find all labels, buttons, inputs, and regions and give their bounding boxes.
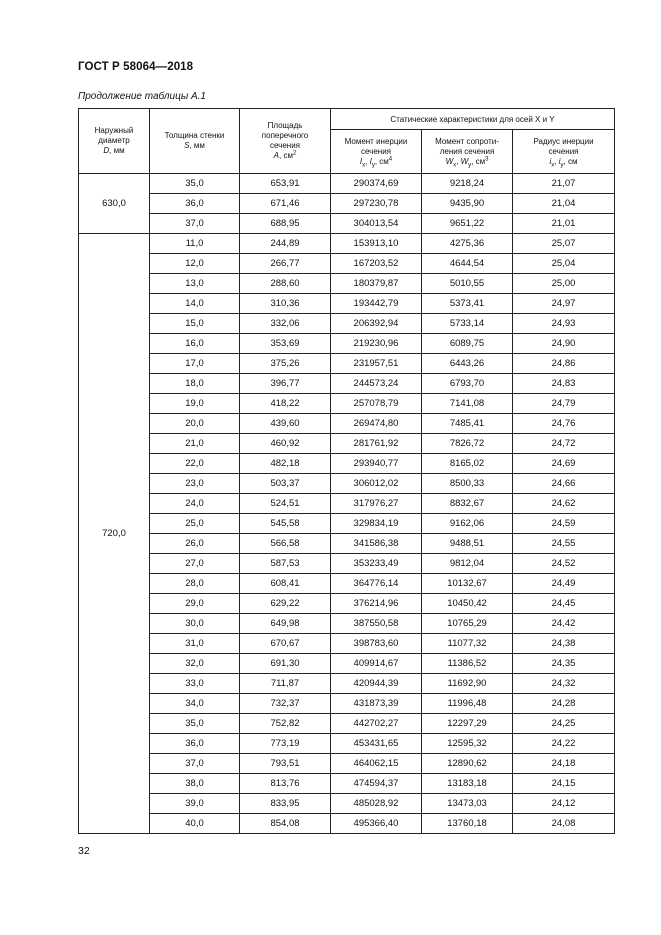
resistance-cell: 12890,62 [422, 754, 513, 774]
thickness-cell: 37,0 [150, 214, 240, 234]
area-cell: 653,91 [240, 174, 331, 194]
header-diameter [79, 109, 150, 174]
header-thickness-line1: Толщина стенки [164, 131, 225, 140]
table-row [79, 354, 615, 374]
thickness-cell: 23,0 [150, 474, 240, 494]
area-cell: 671,46 [240, 194, 331, 214]
resistance-cell: 9435,90 [422, 194, 513, 214]
thickness-cell: 11,0 [150, 234, 240, 254]
table-row [79, 734, 615, 754]
thickness-cell: 12,0 [150, 254, 240, 274]
table-row [79, 194, 615, 214]
diameter-cell: 630,0 [79, 174, 150, 234]
inertia-cell: 442702,27 [331, 714, 422, 734]
page-number: 32 [78, 845, 90, 857]
header-thickness-symbol: S [184, 141, 190, 150]
radius-cell: 24,66 [513, 474, 615, 494]
thickness-cell: 34,0 [150, 694, 240, 714]
resistance-cell: 5733,14 [422, 314, 513, 334]
inertia-cell: 409914,67 [331, 654, 422, 674]
resistance-cell: 9218,24 [422, 174, 513, 194]
thickness-cell: 24,0 [150, 494, 240, 514]
radius-cell: 24,18 [513, 754, 615, 774]
area-cell: 482,18 [240, 454, 331, 474]
resistance-cell: 11996,48 [422, 694, 513, 714]
thickness-cell: 29,0 [150, 594, 240, 614]
radius-cell: 25,07 [513, 234, 615, 254]
radius-cell: 24,22 [513, 734, 615, 754]
header-radius-sym2: i [558, 156, 561, 166]
radius-cell: 24,35 [513, 654, 615, 674]
header-radius-sym1: i [549, 156, 552, 166]
radius-cell: 24,55 [513, 534, 615, 554]
header-resistance-sym2: W [460, 156, 469, 166]
radius-cell: 25,00 [513, 274, 615, 294]
radius-cell: 24,97 [513, 294, 615, 314]
table-caption: Продолжение таблицы А.1 [78, 91, 206, 102]
thickness-cell: 27,0 [150, 554, 240, 574]
header-resistance-sub1: x [453, 162, 457, 169]
header-inertia-line1: Момент инерции [344, 136, 408, 146]
inertia-cell: 257078,79 [331, 394, 422, 414]
table-row [79, 454, 615, 474]
radius-cell: 24,59 [513, 514, 615, 534]
standard-code: ГОСТ Р 58064—2018 [78, 61, 194, 73]
inertia-cell: 269474,80 [331, 414, 422, 434]
header-area-symbol: A [273, 151, 280, 160]
header-radius [513, 130, 615, 174]
header-radius-unit: , см [563, 156, 578, 166]
table-row [79, 214, 615, 234]
table-group-720 [79, 234, 615, 834]
header-thickness-unit: , мм [189, 141, 205, 150]
header-area-line2: поперечного [261, 131, 309, 140]
table-row [79, 554, 615, 574]
radius-cell: 24,52 [513, 554, 615, 574]
resistance-cell: 8165,02 [422, 454, 513, 474]
header-area-line3: сечения [269, 141, 301, 150]
area-cell: 813,76 [240, 774, 331, 794]
table-row [79, 794, 615, 814]
inertia-cell: 353233,49 [331, 554, 422, 574]
area-cell: 691,30 [240, 654, 331, 674]
inertia-cell: 495366,40 [331, 814, 422, 834]
inertia-cell: 464062,15 [331, 754, 422, 774]
inertia-cell: 219230,96 [331, 334, 422, 354]
resistance-cell: 7826,72 [422, 434, 513, 454]
radius-cell: 21,07 [513, 174, 615, 194]
resistance-cell: 9651,22 [422, 214, 513, 234]
area-cell: 439,60 [240, 414, 331, 434]
resistance-cell: 4644,54 [422, 254, 513, 274]
table-row [79, 774, 615, 794]
area-cell: 460,92 [240, 434, 331, 454]
table-row [79, 534, 615, 554]
resistance-cell: 13760,18 [422, 814, 513, 834]
table-row [79, 414, 615, 434]
resistance-cell: 5373,41 [422, 294, 513, 314]
thickness-cell: 28,0 [150, 574, 240, 594]
inertia-cell: 293940,77 [331, 454, 422, 474]
inertia-cell: 420944,39 [331, 674, 422, 694]
inertia-cell: 167203,52 [331, 254, 422, 274]
header-inertia-line2: сечения [360, 146, 392, 156]
thickness-cell: 32,0 [150, 654, 240, 674]
table-group-630 [79, 174, 615, 234]
inertia-cell: 364776,14 [331, 574, 422, 594]
radius-cell: 24,08 [513, 814, 615, 834]
thickness-cell: 26,0 [150, 534, 240, 554]
area-cell: 375,26 [240, 354, 331, 374]
thickness-cell: 33,0 [150, 674, 240, 694]
table-row [79, 514, 615, 534]
area-cell: 670,67 [240, 634, 331, 654]
resistance-cell: 4275,36 [422, 234, 513, 254]
resistance-cell: 13183,18 [422, 774, 513, 794]
table-row [79, 634, 615, 654]
table-row [79, 614, 615, 634]
thickness-cell: 25,0 [150, 514, 240, 534]
table-row [79, 334, 615, 354]
resistance-cell: 11077,32 [422, 634, 513, 654]
radius-cell: 24,45 [513, 594, 615, 614]
area-cell: 503,37 [240, 474, 331, 494]
resistance-cell: 6089,75 [422, 334, 513, 354]
resistance-cell: 11692,90 [422, 674, 513, 694]
header-diameter-line1: Наружный [94, 126, 134, 135]
inertia-cell: 180379,87 [331, 274, 422, 294]
table-row [79, 434, 615, 454]
header-inertia-unit: , см [374, 156, 389, 166]
inertia-cell: 297230,78 [331, 194, 422, 214]
thickness-cell: 13,0 [150, 274, 240, 294]
radius-cell: 21,04 [513, 194, 615, 214]
area-cell: 396,77 [240, 374, 331, 394]
area-cell: 353,69 [240, 334, 331, 354]
table-row [79, 694, 615, 714]
inertia-cell: 281761,92 [331, 434, 422, 454]
table-row [79, 474, 615, 494]
resistance-cell: 6793,70 [422, 374, 513, 394]
resistance-cell: 11386,52 [422, 654, 513, 674]
area-cell: 587,53 [240, 554, 331, 574]
radius-cell: 24,15 [513, 774, 615, 794]
area-cell: 854,08 [240, 814, 331, 834]
table-row [79, 174, 615, 194]
radius-cell: 24,93 [513, 314, 615, 334]
area-cell: 524,51 [240, 494, 331, 514]
resistance-cell: 10132,67 [422, 574, 513, 594]
thickness-cell: 40,0 [150, 814, 240, 834]
resistance-cell: 9488,51 [422, 534, 513, 554]
radius-cell: 24,49 [513, 574, 615, 594]
area-cell: 545,58 [240, 514, 331, 534]
area-cell: 773,19 [240, 734, 331, 754]
table-row [79, 754, 615, 774]
header-area [240, 109, 331, 174]
radius-cell: 24,32 [513, 674, 615, 694]
inertia-cell: 244573,24 [331, 374, 422, 394]
area-cell: 608,41 [240, 574, 331, 594]
inertia-cell: 193442,79 [331, 294, 422, 314]
inertia-cell: 485028,92 [331, 794, 422, 814]
table-row [79, 814, 615, 834]
resistance-cell: 12297,29 [422, 714, 513, 734]
header-inertia-sub1: x [362, 162, 366, 169]
resistance-cell: 7141,08 [422, 394, 513, 414]
header-diameter-unit: , мм [109, 146, 125, 155]
resistance-cell: 9162,06 [422, 514, 513, 534]
header-resistance-unit: , см [471, 156, 486, 166]
table-header [79, 109, 615, 174]
table-row [79, 654, 615, 674]
resistance-cell: 5010,55 [422, 274, 513, 294]
header-area-exponent: 2 [292, 150, 297, 157]
resistance-cell: 8832,67 [422, 494, 513, 514]
table-row [79, 394, 615, 414]
area-cell: 244,89 [240, 234, 331, 254]
radius-cell: 24,28 [513, 694, 615, 714]
resistance-cell: 10450,42 [422, 594, 513, 614]
header-radius-sub2: y [560, 162, 564, 169]
table-row [79, 314, 615, 334]
area-cell: 649,98 [240, 614, 331, 634]
thickness-cell: 15,0 [150, 314, 240, 334]
radius-cell: 21,01 [513, 214, 615, 234]
thickness-cell: 39,0 [150, 794, 240, 814]
header-resistance-sym1: W [445, 156, 454, 166]
resistance-cell: 6443,26 [422, 354, 513, 374]
inertia-cell: 341586,38 [331, 534, 422, 554]
thickness-cell: 18,0 [150, 374, 240, 394]
area-cell: 732,37 [240, 694, 331, 714]
resistance-cell: 10765,29 [422, 614, 513, 634]
thickness-cell: 14,0 [150, 294, 240, 314]
radius-cell: 24,79 [513, 394, 615, 414]
radius-cell: 24,90 [513, 334, 615, 354]
area-cell: 310,36 [240, 294, 331, 314]
area-cell: 566,58 [240, 534, 331, 554]
area-cell: 833,95 [240, 794, 331, 814]
resistance-cell: 9812,04 [422, 554, 513, 574]
header-radius-sep: , [554, 156, 559, 166]
table-row [79, 574, 615, 594]
thickness-cell: 19,0 [150, 394, 240, 414]
thickness-cell: 21,0 [150, 434, 240, 454]
thickness-cell: 38,0 [150, 774, 240, 794]
table-row [79, 254, 615, 274]
thickness-cell: 17,0 [150, 354, 240, 374]
thickness-cell: 35,0 [150, 714, 240, 734]
resistance-cell: 12595,32 [422, 734, 513, 754]
diameter-cell: 720,0 [79, 234, 150, 834]
thickness-cell: 35,0 [150, 174, 240, 194]
header-resistance-line2: ления сечения [439, 146, 495, 156]
header-area-unit: , см [279, 151, 293, 160]
resistance-cell: 13473,03 [422, 794, 513, 814]
header-area-line1: Площадь [267, 121, 303, 130]
header-inertia-exponent: 4 [388, 155, 393, 162]
inertia-cell: 306012,02 [331, 474, 422, 494]
thickness-cell: 36,0 [150, 734, 240, 754]
thickness-cell: 30,0 [150, 614, 240, 634]
radius-cell: 24,38 [513, 634, 615, 654]
thickness-cell: 36,0 [150, 194, 240, 214]
inertia-cell: 304013,54 [331, 214, 422, 234]
area-cell: 266,77 [240, 254, 331, 274]
header-resistance-exponent: 3 [485, 155, 489, 162]
header-radius-sub1: x [551, 162, 555, 169]
table-row [79, 714, 615, 734]
table-row [79, 674, 615, 694]
radius-cell: 25,04 [513, 254, 615, 274]
resistance-cell: 8500,33 [422, 474, 513, 494]
inertia-cell: 329834,19 [331, 514, 422, 534]
header-radius-line1: Радиус инерции [533, 136, 594, 146]
radius-cell: 24,76 [513, 414, 615, 434]
table-row [79, 294, 615, 314]
header-inertia-sep: , [365, 156, 370, 166]
inertia-cell: 474594,37 [331, 774, 422, 794]
thickness-cell: 16,0 [150, 334, 240, 354]
radius-cell: 24,83 [513, 374, 615, 394]
header-group-title: Статические характеристики для осей X и Y [331, 109, 615, 130]
inertia-cell: 317976,27 [331, 494, 422, 514]
header-resistance-sub2: y [468, 162, 472, 169]
header-diameter-line2: диаметр [98, 136, 130, 145]
header-resistance [422, 130, 513, 174]
table-row [79, 274, 615, 294]
thickness-cell: 37,0 [150, 754, 240, 774]
thickness-cell: 20,0 [150, 414, 240, 434]
inertia-cell: 231957,51 [331, 354, 422, 374]
area-cell: 752,82 [240, 714, 331, 734]
inertia-cell: 153913,10 [331, 234, 422, 254]
inertia-cell: 290374,69 [331, 174, 422, 194]
area-cell: 629,22 [240, 594, 331, 614]
radius-cell: 24,72 [513, 434, 615, 454]
area-cell: 711,87 [240, 674, 331, 694]
area-cell: 688,95 [240, 214, 331, 234]
inertia-cell: 206392,94 [331, 314, 422, 334]
radius-cell: 24,69 [513, 454, 615, 474]
inertia-cell: 398783,60 [331, 634, 422, 654]
table-row [79, 234, 615, 254]
table-row [79, 594, 615, 614]
area-cell: 332,06 [240, 314, 331, 334]
table-row [79, 494, 615, 514]
area-cell: 793,51 [240, 754, 331, 774]
radius-cell: 24,25 [513, 714, 615, 734]
resistance-cell: 7485,41 [422, 414, 513, 434]
header-thickness [150, 109, 240, 174]
header-inertia-sym1: I [359, 156, 363, 166]
radius-cell: 24,42 [513, 614, 615, 634]
header-inertia-sym2: I [369, 156, 372, 166]
header-inertia [331, 130, 422, 174]
thickness-cell: 31,0 [150, 634, 240, 654]
area-cell: 418,22 [240, 394, 331, 414]
inertia-cell: 453431,65 [331, 734, 422, 754]
area-cell: 288,60 [240, 274, 331, 294]
properties-table [78, 108, 615, 834]
radius-cell: 24,12 [513, 794, 615, 814]
header-resistance-sep: , [456, 156, 461, 166]
header-resistance-line1: Момент сопроти- [435, 136, 499, 146]
header-inertia-sub2: y [371, 162, 375, 169]
inertia-cell: 387550,58 [331, 614, 422, 634]
inertia-cell: 431873,39 [331, 694, 422, 714]
header-radius-line2: сечения [548, 146, 579, 156]
radius-cell: 24,62 [513, 494, 615, 514]
thickness-cell: 22,0 [150, 454, 240, 474]
inertia-cell: 376214,96 [331, 594, 422, 614]
radius-cell: 24,86 [513, 354, 615, 374]
header-diameter-symbol: D [103, 146, 110, 155]
table-row [79, 374, 615, 394]
